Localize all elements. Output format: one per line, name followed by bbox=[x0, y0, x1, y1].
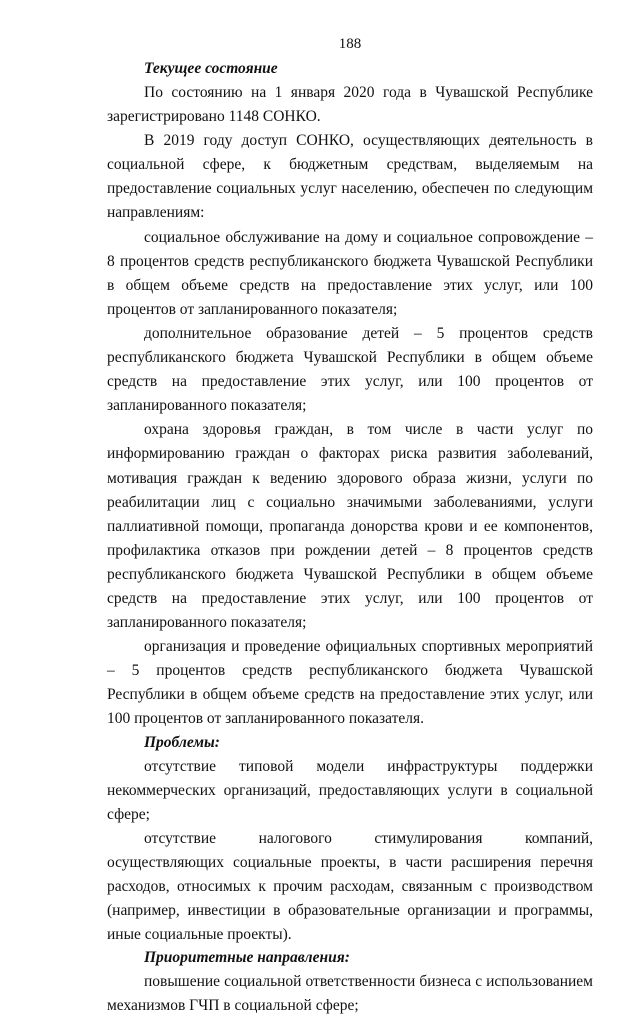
paragraph-registered-count: По состоянию на 1 января 2020 года в Чувашской Республике зарегистрировано 1148 СОНКО. bbox=[107, 84, 593, 126]
paragraph-home-services: социальное обслуживание на дому и социальное сопровождение – 8 процентов средств республиканского бюджета Чувашской Республики в общем объеме средств на предоставление этих услуг, или 100 процентов от запланированного показателя; bbox=[107, 228, 593, 318]
document-page bbox=[107, 36, 593, 1018]
page-number: 188 bbox=[338, 36, 362, 52]
paragraph-health-protection: охрана здоровья граждан, в том числе в части услуг по информированию граждан о факторах риска развития заболеваний, мотивация граждан к ведению здорового образа жизни, услуги по реабилитации лиц с социально значимыми заболеваниями, услуги паллиативной помощи, пропаганда донорства крови и ее компонентов, профилактика отказов при рождении детей – 8 процентов средств республиканского бюджета Чувашской Республики в общем объеме средств на предоставление этих услуг, или 100 процентов от запланированного показателя; bbox=[107, 421, 593, 632]
section-heading-priorities: Приоритетные направления: bbox=[144, 949, 350, 967]
paragraph-child-education: дополнительное образование детей – 5 процентов средств республиканского бюджета Чувашской Республики в общем объеме средств на предоставление этих услуг, или 100 процентов от запланированного показателя; bbox=[107, 324, 593, 415]
paragraph-no-model: отсутствие типовой модели инфраструктуры поддержки некоммерческих организаций, предоставляющих услуги в социальной сфере; bbox=[107, 757, 593, 823]
paragraph-sports-events: организация и проведение официальных спортивных мероприятий – 5 процентов средств республиканского бюджета Чувашской Республики в общем объеме средств на предоставление этих услуг, или 100 процентов от запланированного показателя. bbox=[107, 638, 593, 728]
paragraph-no-tax-incentives: отсутствие налогового стимулирования компаний, осуществляющих социальные проекты, в части расширения перечня расходов, относимых к прочим расходам, связанным с производством (например, инвестиции в образовательные организации и программы, иные социальные проекты). bbox=[107, 829, 593, 944]
paragraph-business-responsibility: повышение социальной ответственности бизнеса с использованием механизмов ГЧП в социальной сфере; bbox=[107, 973, 593, 1015]
paragraph-budget-access: В 2019 году доступ СОНКО, осуществляющих деятельность в социальной сфере, к бюджетным средствам, выделяемым на предоставление социальных услуг населению, обеспечен по следующим направлениям: bbox=[107, 132, 593, 222]
section-heading-current-state: Текущее состояние bbox=[144, 60, 278, 77]
section-heading-problems: Проблемы: bbox=[144, 733, 220, 751]
